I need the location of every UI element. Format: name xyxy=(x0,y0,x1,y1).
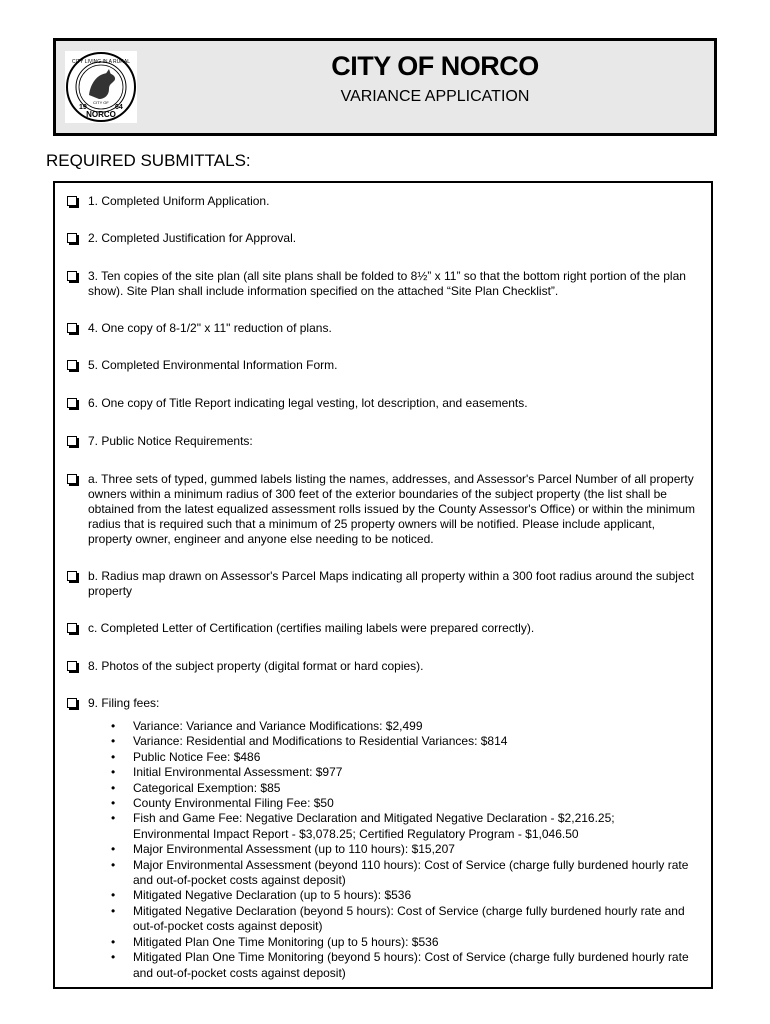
page-subtitle: VARIANCE APPLICATION xyxy=(340,88,530,105)
fee-item: • Major Environmental Assessment (beyond 110 hours): Cost of Service (charge fully burdened hourly rate and out-of-pocket costs against deposit) xyxy=(111,857,689,888)
fee-item: • Mitigated Plan One Time Monitoring (up to 5 hours): $536 xyxy=(111,934,439,949)
bullet-icon: • xyxy=(111,950,116,965)
fees-list xyxy=(111,719,693,981)
checkbox-icon[interactable] xyxy=(67,661,77,671)
checkbox-icon[interactable] xyxy=(67,196,77,206)
bullet-icon: • xyxy=(111,765,116,780)
document-header xyxy=(53,38,717,136)
svg-text:CITY LIVING IN A RURAL: CITY LIVING IN A RURAL xyxy=(72,59,130,65)
seal-year-right: 64 xyxy=(115,104,123,111)
checkbox-icon[interactable] xyxy=(67,271,77,281)
bullet-icon: • xyxy=(111,719,116,733)
page-title: CITY OF NORCO xyxy=(331,51,539,81)
checkbox-icon[interactable] xyxy=(67,398,77,408)
fee-item: • Mitigated Plan One Time Monitoring (beyond 5 hours): Cost of Service (charge fully burdened hourly rate and out-of-pocket costs against deposit) xyxy=(111,950,689,980)
bullet-icon: • xyxy=(111,780,116,795)
checkbox-icon[interactable] xyxy=(67,698,77,708)
list-item[interactable]: 1. Completed Uniform Application. xyxy=(67,194,697,209)
list-item[interactable]: a. Three sets of typed, gummed labels listing the names, addresses, and Assessor's Parcel Number of all property owners within a minimum radius of 300 feet of the exterior boundaries of the subject property (the list shall be obtained from the latest equalized assessment rolls issued by the County Assessor's Office) or within the minimum radius that is required such that a minimum of 25 property owners will be notified. Please include applicant, property owner, engineer and anyone else needing to be noticed. xyxy=(67,472,697,547)
list-item[interactable]: 6. One copy of Title Report indicating legal vesting, lot description, and easements. xyxy=(67,396,697,411)
seal-name: NORCO xyxy=(86,110,116,119)
list-item[interactable]: 4. One copy of 8-1/2" x 11" reduction of plans. xyxy=(67,321,697,336)
list-item[interactable]: 9. Filing fees: xyxy=(67,696,697,711)
fee-item: • Mitigated Negative Declaration (beyond 5 hours): Cost of Service (charge fully burdened hourly rate and out-of-pocket costs against deposit) xyxy=(111,903,685,934)
list-item[interactable]: 7. Public Notice Requirements: xyxy=(67,434,697,449)
bullet-icon: • xyxy=(111,934,116,949)
seal-year-left: 19 xyxy=(79,104,87,111)
bullet-icon: • xyxy=(111,857,116,872)
fee-item: • Major Environmental Assessment (up to 110 hours): $15,207 xyxy=(111,842,455,857)
checkbox-icon[interactable] xyxy=(67,233,77,243)
fee-item: • Variance: Variance and Variance Modifications: $2,499 xyxy=(111,719,423,733)
checkbox-icon[interactable] xyxy=(67,360,77,370)
list-item[interactable]: 2. Completed Justification for Approval. xyxy=(67,231,697,246)
checkbox-icon[interactable] xyxy=(67,436,77,446)
fee-item: • Public Notice Fee: $486 xyxy=(111,749,261,764)
list-item[interactable]: b. Radius map drawn on Assessor's Parcel Maps indicating all property within a 300 foot radius around the subject property xyxy=(67,569,697,599)
checkbox-icon[interactable] xyxy=(67,474,77,484)
checkbox-icon[interactable] xyxy=(67,623,77,633)
fee-item: • Categorical Exemption: $85 xyxy=(111,780,281,795)
fee-item: • Variance: Residential and Modifications to Residential Variances: $814 xyxy=(111,734,508,749)
bullet-icon: • xyxy=(111,811,116,826)
list-item[interactable]: 8. Photos of the subject property (digital format or hard copies). xyxy=(67,659,697,674)
fee-item: • Fish and Game Fee: Negative Declaration and Mitigated Negative Declaration - $2,216.25; Environmental Impact Report - $3,078.25; Certified Regulatory Program - $1,046.50 xyxy=(111,811,615,841)
checkbox-icon[interactable] xyxy=(67,323,77,333)
bullet-icon: • xyxy=(111,734,116,749)
fee-item: • County Environmental Filing Fee: $50 xyxy=(111,796,334,811)
section-title: REQUIRED SUBMITTALS: xyxy=(46,151,251,170)
fee-item: • Mitigated Negative Declaration (up to 5 hours): $536 xyxy=(111,888,412,903)
bullet-icon: • xyxy=(111,842,116,857)
list-item[interactable]: c. Completed Letter of Certification (certifies mailing labels were prepared correctly). xyxy=(67,621,697,636)
bullet-icon: • xyxy=(111,796,116,811)
bullet-icon: • xyxy=(111,749,116,764)
checkbox-icon[interactable] xyxy=(67,571,77,581)
list-item[interactable]: 3. Ten copies of the site plan (all site plans shall be folded to 8½” x 11” so that the bottom right portion of the plan show). Site Plan shall include information specified on the attached “Site Plan Checklist”. xyxy=(67,269,697,299)
bullet-icon: • xyxy=(111,888,116,903)
fee-item: • Initial Environmental Assessment: $977 xyxy=(111,765,343,780)
submittals-box xyxy=(53,181,713,989)
list-item[interactable]: 5. Completed Environmental Information Form. xyxy=(67,358,697,373)
seal-center: CITY OF xyxy=(93,100,109,105)
bullet-icon: • xyxy=(111,903,116,918)
